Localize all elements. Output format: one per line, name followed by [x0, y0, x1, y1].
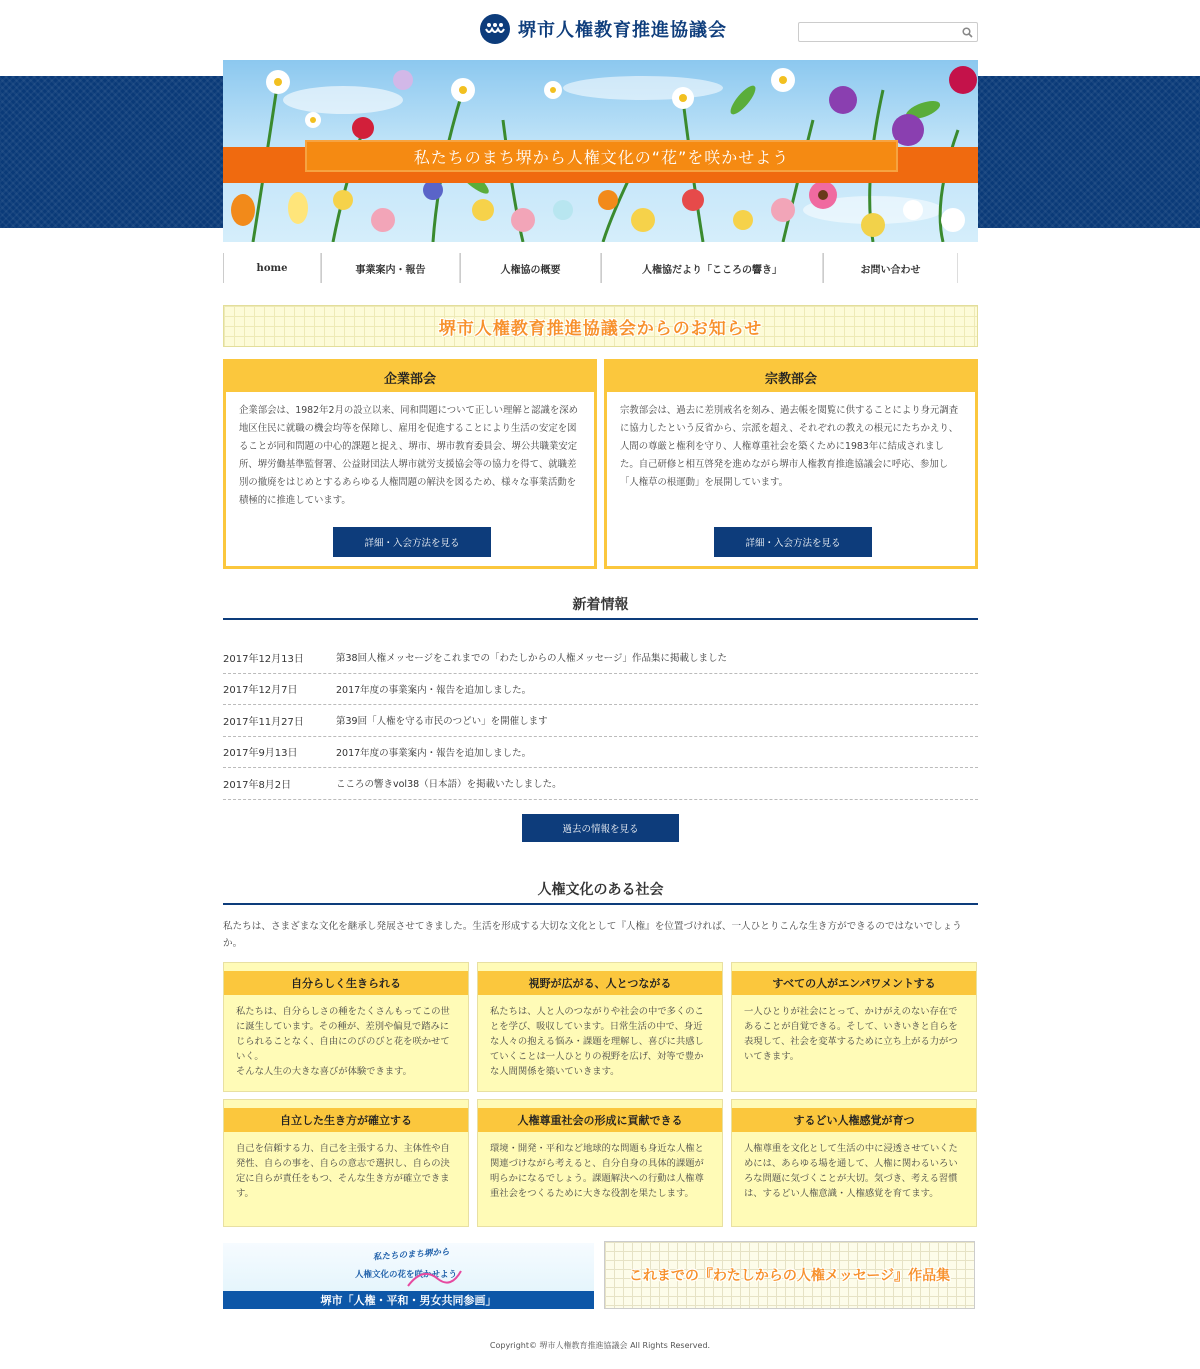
copyright: Copyright© 堺市人権教育推進協議会 All Rights Reserved.: [489, 1341, 711, 1350]
dept-detail-button[interactable]: 詳細・入会方法を見る: [333, 527, 491, 557]
banner-slogan-line2: 人権文化の花を咲かせよう: [355, 1270, 458, 1280]
nav-item-contact[interactable]: お問い合わせ: [823, 253, 958, 283]
card-body: 私たちは、人と人のつながりや社会の中で多くのことを学び、吸収しています。日常生活の中で、身近な人々の抱える悩み・課題を理解し、喜びに共感していくことは一人ひとりの視野を広げ、対等で豊かな人間関係を築いていきます。: [490, 1006, 704, 1077]
card-title: 視野が広がる、人とつながる: [478, 971, 722, 995]
nav-item-overview[interactable]: 人権協の概要: [460, 253, 601, 283]
culture-card: [731, 962, 977, 1092]
site-logo[interactable]: [480, 14, 727, 44]
card-title: 自立した生き方が確立する: [224, 1108, 468, 1132]
news-link[interactable]: こころの響きvol38（日本語）を掲載いたしました。: [336, 779, 562, 791]
news-date: 2017年12月7日: [223, 685, 298, 697]
card-title: すべての人がエンパワメントする: [732, 971, 976, 995]
flower-swirl-icon: [403, 1261, 463, 1291]
culture-section-title: 人権文化のある社会: [223, 875, 978, 905]
site-title: 堺市人権教育推進協議会: [518, 20, 727, 41]
culture-card: [223, 962, 469, 1092]
news-item[interactable]: [223, 642, 978, 674]
hero-title: 私たちのまち堺から人権文化の“花”を咲かせよう: [413, 147, 790, 167]
nav-item-business[interactable]: 事業案内・報告: [321, 253, 460, 283]
card-title: するどい人権感覚が育つ: [732, 1108, 976, 1132]
message-collection-banner[interactable]: [604, 1241, 975, 1309]
news-date: 2017年11月27日: [223, 716, 304, 728]
banner-footer: 堺市「人権・平和・男女共同参画」: [223, 1291, 594, 1309]
card-title: 自分らしく生きられる: [224, 971, 468, 995]
dept-box-religion: [604, 359, 978, 569]
news-section-title: 新着情報: [223, 590, 978, 620]
past-news-button[interactable]: 過去の情報を見る: [522, 814, 679, 842]
culture-card: [477, 962, 723, 1092]
notice-banner-text: 堺市人権教育推進協議会からのお知らせ: [438, 318, 763, 339]
culture-card: [731, 1099, 977, 1227]
news-link[interactable]: 第38回人権メッセージをこれまでの「わたしからの人権メッセージ」作品集に掲載しました: [336, 653, 727, 665]
news-link[interactable]: 2017年度の事業案内・報告を追加しました。: [336, 747, 532, 759]
banner-slogan-line1: 私たちのまち堺から: [372, 1247, 450, 1263]
search-box: [798, 22, 978, 42]
logo-mark-icon: [480, 14, 510, 44]
news-item[interactable]: [223, 674, 978, 706]
sakai-city-banner[interactable]: [223, 1243, 594, 1309]
notice-banner[interactable]: [223, 305, 978, 347]
culture-card: [477, 1099, 723, 1227]
news-date: 2017年12月13日: [223, 653, 304, 665]
hero-title-box: [305, 140, 898, 172]
site-header: [0, 0, 1200, 60]
search-icon[interactable]: [959, 24, 975, 40]
culture-card: [223, 1099, 469, 1227]
nav-item-home[interactable]: home: [223, 253, 321, 283]
search-input[interactable]: [803, 24, 953, 40]
news-link[interactable]: 2017年度の事業案内・報告を追加しました。: [336, 684, 532, 696]
dept-description: 企業部会は、1982年2月の設立以来、同和問題について正しい理解と認識を深め地区住民に就職の機会均等を保障し、雇用を促進することにより生活の安定を図ることが同和問題の中心的課題と捉え、堺市、堺市教育委員会、堺公共職業安定所、堺労働基準監督署、公益財団法人堺市就労支援協会等の協力を得て、就職差別の撤廃をはじめとするあらゆる人権問題の解決を図るため、様々な事業活動を積極的に推進しています。: [239, 405, 579, 506]
banner-text: これまでの『わたしからの人権メッセージ』作品集: [628, 1268, 951, 1284]
news-date: 2017年8月2日: [223, 779, 292, 791]
nav-item-newsletter[interactable]: 人権協だより「こころの響き」: [601, 253, 823, 283]
news-item[interactable]: [223, 768, 978, 800]
card-title: 人権尊重社会の形成に貢献できる: [478, 1108, 722, 1132]
dept-description: 宗教部会は、過去に差別戒名を刻み、過去帳を閲覧に供することにより身元調査に協力したという反省から、宗派を超え、それぞれの教えの根元にたちかえり、人間の尊厳と権利を守り、人権尊重社会を築くために1983年に結成されました。自己研修と相互啓発を進めながら堺市人権教育推進協議会に呼応、参加し「人権草の根運動」を展開しています。: [620, 405, 959, 488]
news-date: 2017年9月13日: [223, 748, 298, 760]
card-body: 環境・開発・平和など地球的な問題も身近な人権と関連づけながら考えると、自分自身の具体的課題が明らかになるでしょう。課題解決への行動は人権尊重社会をつくるために大きな役割を果たします。: [490, 1143, 704, 1199]
culture-intro: 私たちは、さまざまな文化を継承し発展させてきました。生活を形成する大切な文化として『人権』を位置づければ、一人ひとりこんな生き方ができるのではないでしょうか。: [223, 921, 962, 949]
card-body: 人権尊重を文化として生活の中に浸透させていくためには、あらゆる場を通して、人権に関わるいろいろな問題に気づくことが大切。気づき、考える習慣は、するどい人権意識・人権感覚を育てます。: [744, 1143, 958, 1199]
dept-title: 宗教部会: [607, 362, 975, 392]
news-link[interactable]: 第39回「人権を守る市民のつどい」を開催します: [336, 716, 548, 728]
main-nav: [223, 253, 978, 283]
hero-banner: [223, 60, 978, 242]
card-body: 一人ひとりが社会にとって、かけがえのない存在であることが自覚できる。そして、いきいきと自らを表現して、社会を変革するために立ち上がる力がついてきます。: [744, 1006, 958, 1062]
news-item[interactable]: [223, 705, 978, 737]
dept-box-business: [223, 359, 597, 569]
dept-detail-button[interactable]: 詳細・入会方法を見る: [714, 527, 872, 557]
card-body: 自己を信頼する力、自己を主張する力、主体性や自発性、自らの事を、自らの意志で選択し、自らの決定に自らが責任をもつ、そんな生き方が確立できます。: [236, 1143, 450, 1199]
dept-title: 企業部会: [226, 362, 594, 392]
news-item[interactable]: [223, 737, 978, 769]
card-body: 私たちは、自分らしさの種をたくさんもってこの世に誕生しています。その種が、差別や偏見で踏みにじられることなく、自由にのびのびと花を咲かせていく。 そんな人生の大きな喜びが体験できます。: [236, 1006, 450, 1077]
news-list: [223, 642, 978, 800]
